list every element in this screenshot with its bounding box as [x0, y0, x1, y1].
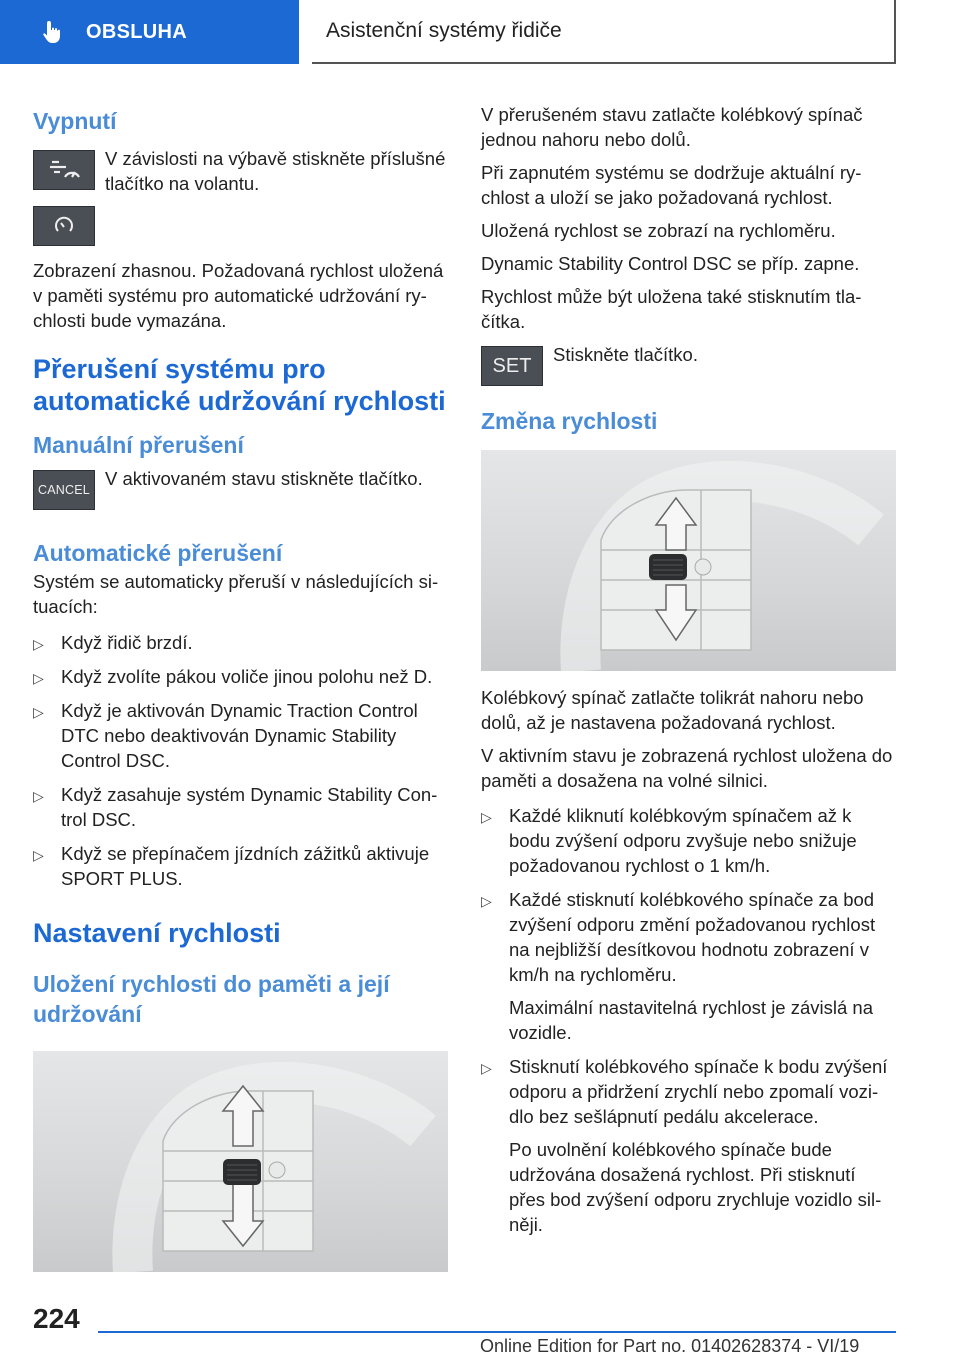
right-paragraph-1: V přerušeném stavu zatlačte kolébkový spínač jednou nahoru nebo dolů.	[481, 104, 863, 150]
set-text: Stiskněte tlačítko.	[553, 344, 698, 365]
section-tab-label: OBSLUHA	[86, 20, 187, 43]
vypnuti-paragraph: Zobrazení zhasnou. Požadovaná rychlost uložená v paměti systému pro automatické udržování rychlosti bude vymazána.	[33, 260, 444, 331]
rocker-switch-photo-1	[33, 1051, 448, 1272]
vypnuti-text: V závislosti na výbavě stiskněte příslušné tlačítko na volantu.	[105, 148, 446, 194]
list-item: ▷ Stisknutí kolébkového spínače k bodu zvýšení odporu a přidržení zrychlí nebo zpomalí vozidlo bez sešlápnutí pedálu akcelerace. Po uvolnění kolébkového spínače bude udržována dosažená rychlost. Při stisknutí přes bod zvýšení odporu zrychluje vozidlo silněji.	[481, 1054, 896, 1237]
speedometer-icon	[52, 214, 76, 238]
steering-speed-icon	[46, 158, 82, 182]
nastaveni-heading: Nastavení rychlosti	[33, 918, 281, 948]
rocker-switch-photo-2	[481, 450, 896, 671]
list-item: ▷ Když je aktivován Dynamic Traction Control DTC nebo deaktivován Dynamic Stability Control DSC.	[33, 700, 418, 771]
cancel-label: CANCEL	[38, 483, 90, 497]
list-item: ▷ Každé kliknutí kolébkovým spínačem až k bodu zvýšení odporu zvyšuje nebo snižuje požadovanou rychlost o 1 km/h.	[481, 805, 857, 876]
page-header	[0, 0, 960, 66]
right-paragraph-5: Rychlost může být uložena také stisknutím tlačítka.	[481, 286, 862, 332]
edition-text: Online Edition for Part no. 01402628374 - VI/19	[480, 1336, 860, 1356]
triangle-right-icon: ▷	[33, 670, 44, 686]
triangle-right-icon: ▷	[481, 809, 492, 825]
rocker-switch-illustration-2	[481, 450, 896, 671]
triangle-right-icon: ▷	[33, 636, 44, 652]
vypnuti-heading: Vypnutí	[33, 108, 117, 134]
chapter-title: Asistenční systémy řidiče	[312, 0, 896, 64]
left-column	[33, 96, 448, 1272]
rocker-switch-illustration	[33, 1051, 448, 1272]
manualni-text: V aktivovaném stavu stiskněte tlačítko.	[105, 468, 423, 489]
right-column	[481, 96, 896, 1246]
triangle-right-icon: ▷	[33, 847, 44, 863]
automaticke-text: Systém se automaticky přeruší v následujících situacích:	[33, 571, 439, 617]
manualni-heading: Manuální přerušení	[33, 432, 244, 458]
list-item: ▷ Když řidič brzdí.	[33, 630, 448, 655]
preruseni-heading: Přerušení systému pro automatické udržování rychlosti	[33, 354, 446, 416]
triangle-right-icon: ▷	[33, 704, 44, 720]
set-icon-row	[481, 346, 896, 386]
right-paragraph-6: Kolébkový spínač zatlačte tolikrát nahoru nebo dolů, až je nastavena požadovaná rychlost.	[481, 687, 864, 733]
list-item-note: Maximální nastavitelná rychlost je závislá na vozidle.	[509, 997, 873, 1043]
right-paragraph-7: V aktivním stavu je zobrazená rychlost uložena do paměti a dosažena na volné silnici.	[481, 745, 893, 791]
hand-pointer-icon	[40, 19, 66, 45]
automaticke-heading: Automatické přerušení	[33, 540, 283, 566]
vypnuti-icon-row	[33, 150, 448, 246]
list-item: ▷ Když zasahuje systém Dynamic Stability Control DSC.	[33, 784, 438, 830]
triangle-right-icon: ▷	[33, 788, 44, 804]
triangle-right-icon: ▷	[481, 893, 492, 909]
ulozeni-heading: Uložení rychlosti do paměti a její udržování	[33, 971, 390, 1027]
zmena-heading: Změna rychlosti	[481, 408, 658, 434]
page-number: 224	[33, 1303, 80, 1334]
list-item: ▷ Každé stisknutí kolébkového spínače za bod zvýšení odporu změní požadovanou rychlost na nejbližší desítkovou hodnotu zobrazení v km/h na rychloměru. Maximální nastavitelná rychlost je závislá na vozidle.	[481, 887, 896, 1045]
set-label: SET	[492, 354, 532, 377]
set-button[interactable]	[481, 346, 543, 386]
section-tab[interactable]	[0, 0, 299, 64]
automaticke-list	[33, 630, 448, 891]
zmena-list	[481, 803, 896, 1237]
list-item: ▷ Když se přepínačem jízdních zážitků aktivuje SPORT PLUS.	[33, 843, 430, 889]
cruise-button-1[interactable]	[33, 150, 95, 190]
right-paragraph-4: Dynamic Stability Control DSC se příp. zapne.	[481, 253, 860, 274]
cancel-button[interactable]	[33, 470, 95, 510]
footer-divider	[98, 1331, 896, 1333]
list-item-note: Po uvolnění kolébkového spínače bude udržována dosažená rychlost. Při stisknutí přes bod zvýšení odporu zrychluje vozidlo silněji.	[509, 1139, 882, 1235]
list-item: ▷ Když zvolíte pákou voliče jinou polohu než D.	[33, 664, 448, 689]
right-paragraph-2: Při zapnutém systému se dodržuje aktuální rychlost a uloží se jako požadovaná rychlost.	[481, 162, 862, 208]
cruise-button-2[interactable]	[33, 206, 95, 246]
right-paragraph-3: Uložená rychlost se zobrazí na rychloměru.	[481, 220, 836, 241]
triangle-right-icon: ▷	[481, 1060, 492, 1076]
manualni-icon-row	[33, 470, 448, 510]
